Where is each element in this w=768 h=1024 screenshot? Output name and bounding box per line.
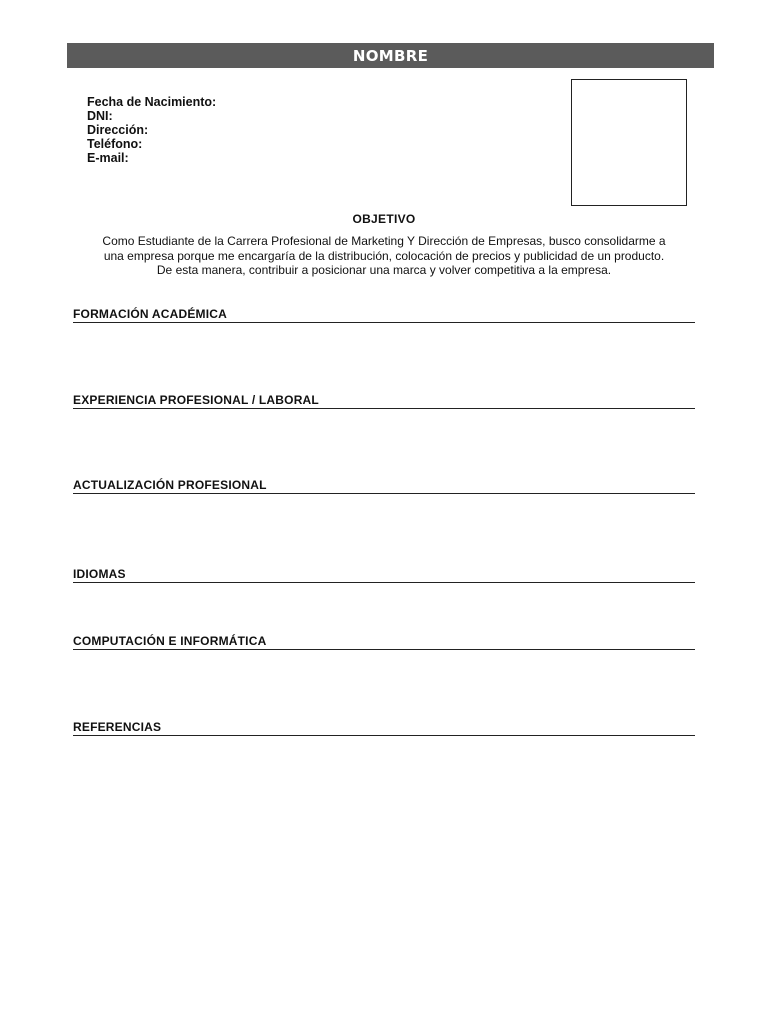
section-languages: IDIOMAS: [73, 567, 695, 583]
phone-label: Teléfono:: [87, 137, 143, 151]
section-education: FORMACIÓN ACADÉMICA: [73, 307, 695, 323]
objective-line: De esta manera, contribuir a posicionar una marca y volver competitiva a la empresa.: [156, 263, 612, 277]
objective-title: OBJETIVO: [352, 212, 416, 226]
section-references: REFERENCIAS: [73, 720, 695, 736]
section-experience: EXPERIENCIA PROFESIONAL / LABORAL: [73, 393, 695, 409]
address-label: Dirección:: [87, 123, 149, 137]
email-label: E-mail:: [87, 151, 129, 165]
photo-placeholder: [571, 79, 687, 206]
dni-label: DNI:: [87, 109, 113, 123]
objective-line: una empresa porque me encargaría de la distribución, colocación de precios y publicidad de un producto.: [103, 248, 665, 263]
objective-line: Como Estudiante de la Carrera Profesional de Marketing Y Dirección de Empresas, busco consolidarme a: [102, 234, 666, 248]
section-computing: COMPUTACIÓN E INFORMÁTICA: [73, 634, 695, 650]
objective-text: [76, 234, 692, 278]
name-header: NOMBRE: [67, 43, 714, 68]
personal-info: [87, 95, 216, 165]
birth-date-label: Fecha de Nacimiento:: [87, 95, 217, 109]
section-training: ACTUALIZACIÓN PROFESIONAL: [73, 478, 695, 494]
